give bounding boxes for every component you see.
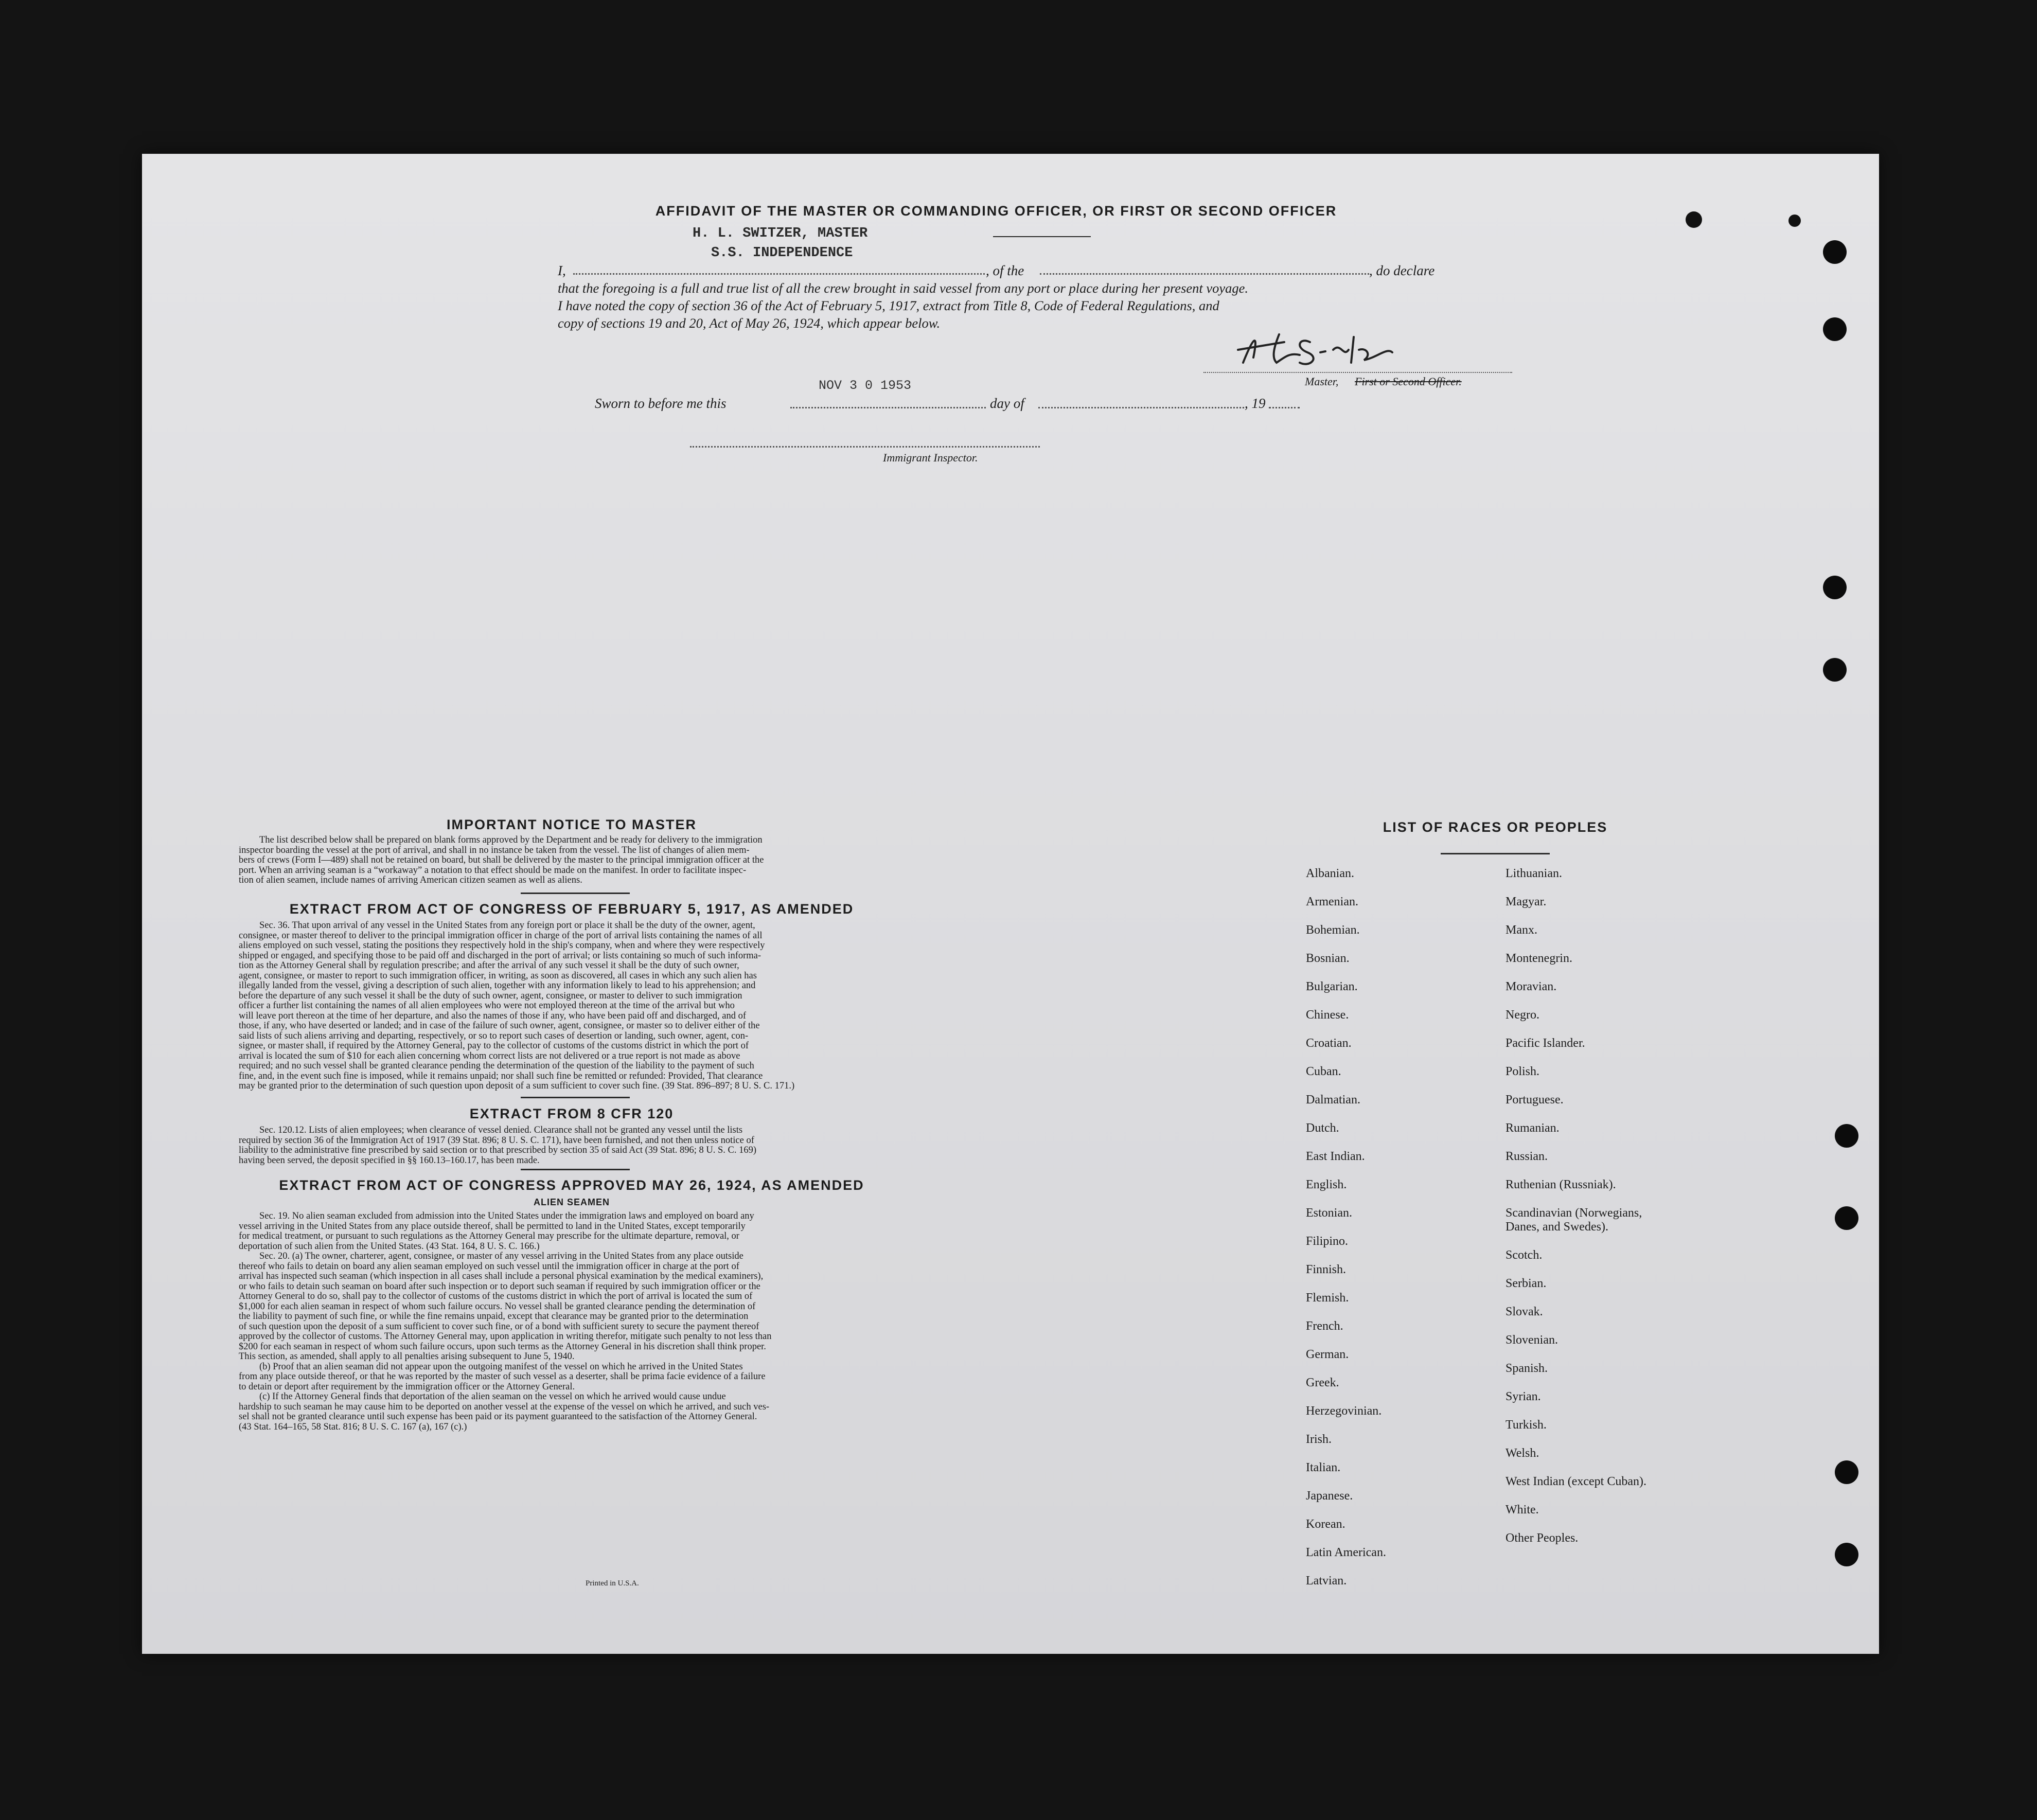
race-item: Dutch. xyxy=(1306,1121,1339,1135)
extract-1924-line: deportation of such alien from the United States. (43 Stat. 164, 8 U. S. C. 166.) xyxy=(239,1241,540,1252)
race-item: Finnish. xyxy=(1306,1263,1347,1276)
extract-1917-line: Sec. 36. That upon arrival of any vessel in the United States from any foreign port or place it shall be the duty of the owner, agent, xyxy=(259,920,755,931)
race-item: Portuguese. xyxy=(1505,1093,1564,1107)
race-item: Scotch. xyxy=(1505,1248,1543,1262)
inspector-label: Immigrant Inspector. xyxy=(883,451,978,464)
race-item: Manx. xyxy=(1505,923,1537,937)
extract-1924-line: from any place outside thereof, or that he was reported by the master of such vessel as a deserter, shall be prima facie evidence of a failure xyxy=(239,1371,766,1382)
extract-1917-line: said lists of such aliens arriving and departing, respectively, or so to report such cases of desertion or landing, such owner, agent, con- xyxy=(239,1030,749,1041)
affidavit-title: AFFIDAVIT OF THE MASTER OR COMMANDING OFFICER, OR FIRST OR SECOND OFFICER xyxy=(655,203,1337,219)
inspector-line xyxy=(690,446,1040,448)
race-item: Korean. xyxy=(1306,1518,1345,1531)
race-item: German. xyxy=(1306,1348,1349,1361)
notice-line: bers of crews (Form I—489) shall not be retained on board, but shall be delivered by the master to the principal immigration officer at the xyxy=(239,855,764,865)
extract-1917-line: required; and no such vessel shall be granted clearance pending the determination of the question of the liability to the payment of such xyxy=(239,1061,754,1071)
day-of-label: day of xyxy=(990,396,1024,411)
extract-1924-line: to detain or deport after requirement by the immigration officer or the Attorney General. xyxy=(239,1381,575,1392)
notice-line: The list described below shall be prepared on blank forms approved by the Department and be ready for delivery to the immigration xyxy=(259,835,763,845)
race-item: Spanish. xyxy=(1505,1362,1548,1375)
extract-cfr-title: EXTRACT FROM 8 CFR 120 xyxy=(469,1106,674,1121)
extract-1917-line: tion as the Attorney General shall by regulation prescribe; and after the arrival of any such vessel it shall be the duty of such owner, xyxy=(239,960,739,971)
race-item: Japanese. xyxy=(1306,1489,1353,1503)
sworn-label: Sworn to before me this xyxy=(595,396,727,411)
race-item: Armenian. xyxy=(1306,895,1358,908)
signature-caption-master: Master, xyxy=(1305,375,1339,388)
extract-cfr-text xyxy=(239,1126,905,1166)
extract-1917-line: will leave port thereon at the time of her departure, and also the names of those if any, who have been paid off and discharged, and of xyxy=(239,1010,746,1021)
race-item: Estonian. xyxy=(1306,1206,1352,1220)
extract-cfr-line: required by section 36 of the Immigration Act of 1917 (39 Stat. 896; 8 U. S. C. 171), have been furnished, and not then unless notice of xyxy=(239,1135,754,1146)
binder-hole xyxy=(1835,1460,1858,1484)
vessel-blank xyxy=(1040,273,1369,275)
race-item: East Indian. xyxy=(1306,1150,1365,1163)
extract-1917-line: may be granted prior to the determination of such question upon deposit of a sum sufficient to cover such fine. (39 Stat. 896–897; 8 U. S. C. 171.) xyxy=(239,1081,795,1091)
extract-1924-line: (c) If the Attorney General finds that deportation of the alien seaman on the vessel on which he arrived would cause undue xyxy=(259,1391,726,1402)
affidavit-line3: I have noted the copy of section 36 of the Act of February 5, 1917, extract from Title 8, Code of Federal Regulations, and xyxy=(558,298,1219,313)
name-blank xyxy=(573,273,985,275)
race-item: Italian. xyxy=(1306,1461,1341,1474)
race-item: Other Peoples. xyxy=(1505,1531,1579,1545)
race-item: Serbian. xyxy=(1505,1277,1547,1290)
extract-1917-line: agent, consignee, or master to report to such immigration officer, in writing, as soon as discovered, all cases in which any such alien has xyxy=(239,970,757,981)
race-item: Russian. xyxy=(1505,1150,1548,1163)
extract-cfr-line: Sec. 120.12. Lists of alien employees; when clearance of vessel denied. Clearance shall not be granted any vessel until the lists xyxy=(259,1125,743,1135)
extract-1924-line: This section, as amended, shall apply to all penalties arising subsequent to June 5, 1940. xyxy=(239,1351,575,1362)
printed-in-usa: Printed in U.S.A. xyxy=(586,1579,639,1587)
punch-mark xyxy=(1788,215,1801,227)
sworn-month-blank xyxy=(1038,407,1244,408)
extract-1917-line: aliens employed on such vessel, stating the positions they respectively hold in the ship's company, when and where they were respectively xyxy=(239,940,765,951)
affidavit-line4: copy of sections 19 and 20, Act of May 26, 1924, which appear below. xyxy=(558,315,941,331)
notice-line: inspector boarding the vessel at the port of arrival, and shall in no instance be taken from the vessel. The list of changes of alien mem- xyxy=(239,845,750,855)
notice-text xyxy=(239,835,905,886)
race-item: Bosnian. xyxy=(1306,952,1350,965)
race-item: Slovak. xyxy=(1505,1305,1543,1318)
extract-1924-subtitle: ALIEN SEAMEN xyxy=(533,1197,610,1207)
extract-1924-line: arrival has inspected such seaman (which inspection in all cases shall include a personal physical examination by the medical examiners), xyxy=(239,1271,764,1281)
document-page xyxy=(142,154,1879,1654)
binder-hole xyxy=(1823,240,1847,264)
extract-1924-text xyxy=(239,1211,905,1432)
race-item: Scandinavian (Norwegians, Danes, and Swedes). xyxy=(1505,1206,1642,1234)
section-divider xyxy=(521,1169,630,1170)
extract-1917-text xyxy=(239,921,905,1092)
extract-1924-title: EXTRACT FROM ACT OF CONGRESS APPROVED MAY 26, 1924, AS AMENDED xyxy=(279,1177,864,1193)
notice-title: IMPORTANT NOTICE TO MASTER xyxy=(447,817,697,832)
extract-1917-line: before the departure of any such vessel it shall be the duty of such owner, agent, consignee, or master to deliver to such immigration xyxy=(239,990,742,1001)
extract-1924-line: approved by the collector of customs. The Attorney General may, upon application in writing therefor, mitigate such penalty to not less than xyxy=(239,1331,772,1342)
extract-1917-line: arrival is located the sum of $10 for each alien concerning whom correct lists are not delivered or a true report is not made as above xyxy=(239,1050,740,1061)
extract-1924-line: hardship to such seaman he may cause him to be deported on another vessel at the expense of the vessel on which he arrived, and such ves- xyxy=(239,1401,770,1412)
binder-hole xyxy=(1835,1206,1858,1230)
extract-1917-title: EXTRACT FROM ACT OF CONGRESS OF FEBRUARY 5, 1917, AS AMENDED xyxy=(289,901,854,917)
extract-1917-line: illegally landed from the vessel, giving a description of such alien, together with any information likely to lead to his apprehension; and xyxy=(239,980,756,991)
race-item: Filipino. xyxy=(1306,1235,1349,1248)
binder-hole xyxy=(1823,658,1847,682)
race-item: White. xyxy=(1505,1503,1539,1516)
signature-line xyxy=(1203,372,1512,373)
extract-1924-line: $200 for each seaman in respect of whom such failure occurs, upon such terms as the Attorney General in his discretion shall think proper. xyxy=(239,1341,766,1352)
races-column-2 xyxy=(1505,860,1722,1553)
extract-cfr-line: liability to the administrative fine prescribed by said section or to that prescribed by section 35 of said Act (39 Stat. 896; 8 U. S. C. 169) xyxy=(239,1145,757,1155)
extract-1924-line: (b) Proof that an alien seaman did not appear upon the outgoing manifest of the vessel on which he arrived in the United States xyxy=(259,1361,743,1372)
extract-1924-line: (43 Stat. 164–165, 58 Stat. 816; 8 U. S. C. 167 (a), 167 (c).) xyxy=(239,1421,467,1432)
extract-1924-line: thereof who fails to detain on board any alien seaman employed on such vessel until the immigration officer in charge at the port of xyxy=(239,1261,739,1272)
race-item: Welsh. xyxy=(1505,1447,1539,1460)
race-item: Flemish. xyxy=(1306,1291,1349,1305)
race-item: Croatian. xyxy=(1306,1037,1352,1050)
binder-hole xyxy=(1823,576,1847,599)
binder-hole xyxy=(1835,1124,1858,1148)
extract-1917-line: signee, or master shall, if required by the Attorney General, pay to the collector of customs of the customs district in which the port of xyxy=(239,1041,749,1051)
extract-1924-line: for medical treatment, or pursuant to such regulations as the Attorney General may prescribe for the ultimate departure, removal, or xyxy=(239,1231,739,1241)
race-item: Pacific Islander. xyxy=(1505,1037,1585,1050)
races-column-1 xyxy=(1306,860,1491,1595)
extract-1917-line: officer a further list containing the names of all alien employees who were not employed thereon at the time of the arrival but who xyxy=(239,1001,735,1011)
race-item: Lithuanian. xyxy=(1505,867,1562,880)
extract-1917-line: fine, and, in the event such fine is imposed, while it remains unpaid; nor shall such fine be remitted or refunded: Provided, That clearance xyxy=(239,1070,763,1081)
race-item: English. xyxy=(1306,1178,1347,1191)
extract-1924-line: of such question upon the deposit of a sum sufficient to cover such fine, or of a bond with sufficient surety to secure the payment thereof xyxy=(239,1321,759,1332)
race-item: West Indian (except Cuban). xyxy=(1505,1475,1646,1488)
race-item: Latin American. xyxy=(1306,1546,1386,1559)
year-label: , 19 xyxy=(1245,396,1266,411)
typed-vessel-name: S.S. INDEPENDENCE xyxy=(711,245,853,261)
race-item: Slovenian. xyxy=(1505,1333,1558,1347)
race-item: Cuban. xyxy=(1306,1065,1341,1078)
race-item: Moravian. xyxy=(1505,980,1557,993)
race-item: Irish. xyxy=(1306,1433,1332,1446)
race-item: Chinese. xyxy=(1306,1008,1349,1022)
race-item: Greek. xyxy=(1306,1376,1339,1389)
extract-1924-line: Sec. 20. (a) The owner, charterer, agent, consignee, or master of any vessel arriving in the United States from any place outside xyxy=(259,1251,743,1261)
affidavit-line1-declare: , do declare xyxy=(1369,263,1435,278)
race-item: Ruthenian (Russniak). xyxy=(1505,1178,1616,1191)
punch-mark xyxy=(1686,211,1702,228)
affidavit-line2: that the foregoing is a full and true list of all the crew brought in said vessel from any port or place during her present voyage. xyxy=(558,280,1249,296)
extract-1924-line: $1,000 for each alien seaman in respect of whom such failure occurs. No vessel shall be granted clearance pending the determination of xyxy=(239,1301,756,1312)
section-divider xyxy=(521,893,630,894)
race-item: Magyar. xyxy=(1505,895,1547,908)
races-divider xyxy=(1441,853,1550,854)
race-item: Syrian. xyxy=(1505,1390,1541,1403)
affidavit-line1-i: I, xyxy=(558,263,566,278)
race-item: Montenegrin. xyxy=(1505,952,1572,965)
race-item: Rumanian. xyxy=(1505,1121,1560,1135)
binder-hole xyxy=(1835,1543,1858,1566)
binder-hole xyxy=(1823,317,1847,341)
extract-1924-line: vessel arriving in the United States from any place outside thereof, shall be permitted to land in the United States, except temporarily xyxy=(239,1221,746,1232)
extract-1924-line: or who fails to detain such seaman on board after such inspection or to deport such seaman if required by such immigration officer or the xyxy=(239,1281,760,1292)
races-title: LIST OF RACES OR PEOPLES xyxy=(1383,819,1608,835)
signature-caption-struck: First or Second Officer. xyxy=(1355,375,1462,388)
extract-1917-line: consignee, or master thereof to deliver to the principal immigration officer in charge of the port of arrival lists containing the names of all xyxy=(239,930,763,941)
extract-cfr-line: having been served, the deposit specified in §§ 160.13–160.17, has been made. xyxy=(239,1155,540,1166)
section-divider xyxy=(521,1097,630,1098)
race-item: Dalmatian. xyxy=(1306,1093,1360,1107)
race-item: French. xyxy=(1306,1319,1343,1333)
notice-line: port. When an arriving seaman is a “workaway” a notation to that effect should be made on the manifest. In order to facilitate inspec- xyxy=(239,865,747,876)
sworn-day-blank xyxy=(790,407,986,408)
stamped-date: NOV 3 0 1953 xyxy=(819,378,912,393)
race-item: Latvian. xyxy=(1306,1574,1347,1587)
extract-1917-line: shipped or engaged, and specifying those to be paid off and discharged in the port of arrival; or lists containing so much of such informa- xyxy=(239,950,761,961)
extract-1924-line: Sec. 19. No alien seaman excluded from admission into the United States under the immigration laws and employed on board any xyxy=(259,1211,754,1221)
race-item: Bohemian. xyxy=(1306,923,1360,937)
race-item: Negro. xyxy=(1505,1008,1539,1022)
race-item: Polish. xyxy=(1505,1065,1540,1078)
race-item: Turkish. xyxy=(1505,1418,1547,1432)
extract-1917-line: those, if any, who have deserted or landed; and in case of the failure of such owner, agent, consignee, or master so to deliver either of the xyxy=(239,1021,760,1031)
extract-1924-line: Attorney General to do so, shall pay to the collector of customs of the customs district in which the port of arrival is located the sum of xyxy=(239,1291,753,1301)
race-item: Bulgarian. xyxy=(1306,980,1358,993)
race-item: Herzegovinian. xyxy=(1306,1404,1382,1418)
extract-1924-line: the liability to payment of such fine, or while the fine remains unpaid, except that clearance may be granted prior to the determination xyxy=(239,1311,749,1322)
short-rule xyxy=(993,236,1091,237)
notice-line: tion of alien seamen, include names of arriving American citizen seamen as well as aliens. xyxy=(239,875,582,885)
handwritten-signature xyxy=(1223,327,1439,373)
race-item: Albanian. xyxy=(1306,867,1354,880)
year-blank xyxy=(1269,407,1300,408)
extract-1924-line: sel shall not be granted clearance until such expense has been paid or its payment guaranteed to the satisfaction of the Attorney General. xyxy=(239,1412,757,1422)
affidavit-line1-of-the: , of the xyxy=(986,263,1024,278)
typed-master-name: H. L. SWITZER, MASTER xyxy=(693,226,868,241)
